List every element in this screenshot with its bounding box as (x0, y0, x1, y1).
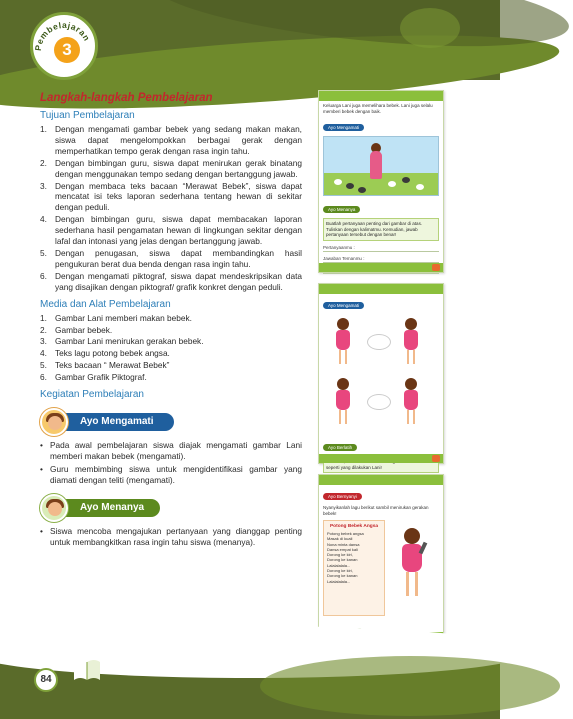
workbook-thumbnail-3 (318, 474, 444, 642)
thumb-tag: Ayo Mengamati (323, 302, 364, 309)
child-avatar-icon (40, 408, 68, 436)
list-item: 2. Gambar bebek. (40, 324, 113, 335)
list-item: 1. Dengan mengamati gambar bebek yang sedang makan makan, siswa dapat mengelompokkan berbagai gerak dengan memperhatikan tempo gerak dengan rasa ingin tahu. (40, 124, 302, 156)
ayo-mengamati-banner (40, 408, 302, 436)
list-item: 2. Dengan bimbingan guru, siswa dapat menirukan gerak binatang dengan menggunakan tempo sedang dengan bertanggung jawab. (40, 157, 302, 179)
thumb-tag: Ayo Bernyanyi (323, 493, 362, 500)
list-item: 6. Gambar Grafik Piktograf. (40, 372, 147, 383)
footer-band (0, 652, 500, 719)
tujuan-heading: Tujuan Pembelajaran (40, 110, 135, 121)
list-item: 3. Dengan membaca teks bacaan “Merawat Bebek”, siswa dapat mencatat isi teks laporan sederhana tentang hewan di sekitar dengan peduli. (40, 180, 302, 213)
ayo-mengamati-label: Ayo Mengamati (56, 413, 174, 431)
header-splash (400, 8, 460, 48)
duck-dance-illustration (323, 314, 439, 434)
section-heading: Langkah-langkah Pembelajaran (40, 92, 213, 104)
list-item: 5. Dengan penugasan, siswa dapat membandingkan hasil pengukuran berat dua benda dengan rasa ingin tahu. (40, 247, 302, 269)
thumb-field: Pertanyaanmu : (323, 243, 439, 252)
thumb-tag: Ayo Menanya (323, 206, 360, 213)
list-item: • Siswa mencoba mengajukan pertanyaan yang dianggap penting untuk membangkitkan rasa ingin tahu siswa (menanya). (40, 526, 302, 548)
main-content (40, 92, 302, 549)
song-title: Potong Bebek Angsa (329, 524, 379, 529)
lesson-badge-word: Pembelajaran (33, 19, 93, 52)
list-item: 3. Gambar Lani menirukan gerakan bebek. (40, 336, 204, 347)
list-item: 1. Gambar Lani memberi makan bebek. (40, 312, 192, 323)
workbook-thumbnail-2 (318, 283, 444, 470)
list-item: 5. Teks bacaan “ Merawat Bebek” (40, 360, 170, 371)
feeding-ducks-illustration (323, 136, 439, 196)
mengamati-list (40, 440, 302, 486)
open-book-icon (72, 656, 102, 682)
lesson-badge (30, 12, 98, 80)
list-item: • Pada awal pembelajaran siswa diajak mengamati gambar Lani memberi makan bebek (mengamati). (40, 440, 302, 462)
song-lyrics: Potong bebek angsa Masak di kuali Nona minta dansa Dansa empat kali Dorong ke kiri, Dorong ke kanan Lalalalalala... Dorong ke kiri, Dorong ke kanan Lalalalalala... (327, 531, 364, 584)
kegiatan-heading: Kegiatan Pembelajaran (40, 389, 144, 401)
list-item: 6. Dengan mengamati piktograf, siswa dapat mendeskripsikan data yang disajikan dengan piktograf/ grafik konkret dengan peduli. (40, 270, 302, 292)
thumb-tag: Ayo Berlatih (323, 444, 357, 451)
media-list (40, 313, 302, 383)
page-number: 84 (34, 668, 58, 692)
thumb-intro: Keluarga Lani juga memelihara bebek. Lani juga selalu memberi bebek dengan baik. (323, 103, 433, 114)
ayo-menanya-banner (40, 494, 302, 522)
thumb-note: seperti yang dilakukan Lani! (323, 456, 439, 473)
tujuan-list (40, 124, 302, 293)
thumb-note: Buatlah pertanyaan penting dari gambar di atas. Tuliskan dengan kalimatmu. Kemudian, jawab pertanyaan tersebut dengan benar! (323, 218, 439, 241)
lesson-number: 3 (54, 37, 80, 63)
menanya-list (40, 526, 302, 548)
ayo-menanya-label: Ayo Menanya (56, 499, 160, 517)
media-heading: Media dan Alat Pembelajaran (40, 298, 171, 310)
list-item: • Guru membimbing siswa untuk mengidentifikasi gambar yang diamati dengan teliti (mengamati). (40, 464, 302, 486)
song-card (323, 520, 385, 616)
child-avatar-icon (40, 494, 68, 522)
book-title: Buku Guru Kelas II SD/MI (108, 662, 223, 673)
singing-girl-illustration (395, 528, 429, 598)
list-item: 4. Dengan bimbingan guru, siswa dapat membacakan laporan sederhana hasil pengamatan hewan di lingkungan sekitar dengan lafal dan intonasi yang jelas dengan bertanggung jawab. (40, 214, 302, 247)
workbook-thumbnail-1 (318, 90, 444, 273)
thumb-tag: Ayo Mengamati (323, 124, 364, 131)
thumb-intro: Nyanyikanlah lagu berikut sambil menirukan gerakan bebek! (323, 505, 429, 516)
thumb-field: Jawaban Temanmu : (323, 254, 439, 263)
list-item: 4. Teks lagu potong bebek angsa. (40, 348, 170, 359)
